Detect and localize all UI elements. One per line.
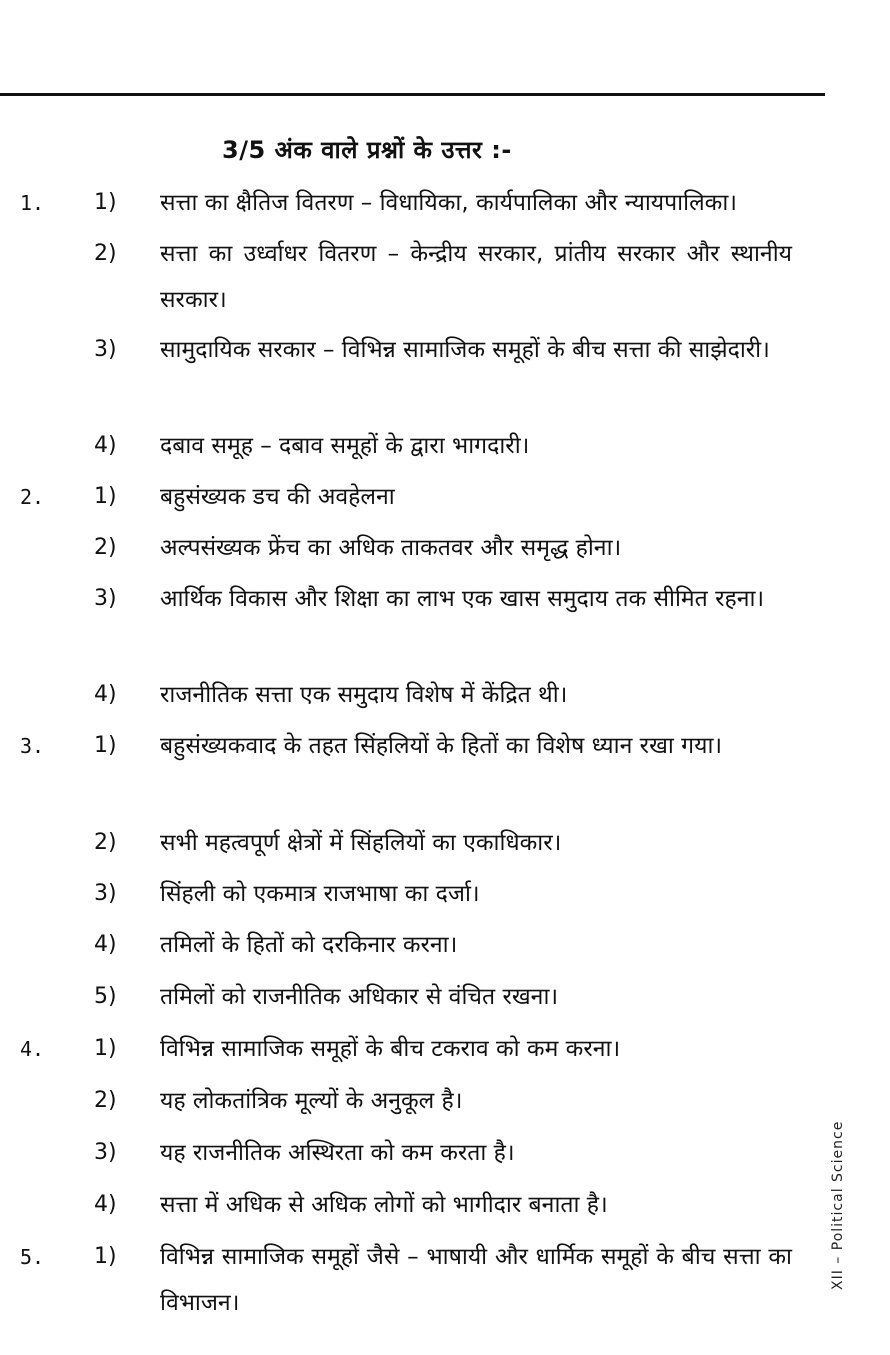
item-number: 1): [94, 1244, 117, 1269]
question-number: 1.: [20, 191, 45, 215]
item-text: यह राजनीतिक अस्थिरता को कम करता है।: [160, 1140, 515, 1166]
question-number: 4.: [20, 1037, 45, 1061]
item-text: यह लोकतांत्रिक मूल्यों के अनुकूल है।: [160, 1088, 463, 1114]
item-text: सत्ता का उर्ध्वाधर वितरण – केन्द्रीय सरकार, प्रांतीय सरकार और स्थानीय सरकार।: [160, 241, 792, 313]
item-text: तमिलों के हितों को दरकिनार करना।: [160, 932, 458, 958]
item-text: बहुसंख्यकवाद के तहत सिंहलियों के हितों का विशेष ध्यान रखा गया।: [160, 733, 723, 759]
item-number: 5): [94, 984, 117, 1009]
page-margin-note: XII – Political Science: [830, 1120, 846, 1290]
item-number: 4): [94, 433, 117, 458]
item-text: अल्पसंख्यक फ्रेंच का अधिक ताकतवर और समृद्ध होना।: [160, 535, 622, 561]
item-number: 2): [94, 830, 117, 855]
question-number: 3.: [20, 734, 45, 758]
item-text: सभी महत्वपूर्ण क्षेत्रों में सिंहलियों का एकाधिकार।: [160, 830, 562, 856]
item-text: आर्थिक विकास और शिक्षा का लाभ एक खास समुदाय तक सीमित रहना।: [160, 586, 765, 612]
item-number: 3): [94, 881, 117, 906]
question-number: 5.: [20, 1245, 45, 1269]
item-number: 3): [94, 586, 117, 611]
item-text: बहुसंख्यक डच की अवहेलना: [160, 484, 395, 510]
item-text: राजनीतिक सत्ता एक समुदाय विशेष में केंद्रित थी।: [160, 682, 568, 708]
item-number: 4): [94, 682, 117, 707]
item-number: 2): [94, 1088, 117, 1113]
page-title: 3/5 अंक वाले प्रश्नों के उत्तर :-: [222, 136, 512, 164]
top-divider: [0, 93, 825, 96]
item-text: सिंहली को एकमात्र राजभाषा का दर्जा।: [160, 881, 480, 907]
item-number: 4): [94, 1192, 117, 1217]
item-text: विभिन्न सामाजिक समूहों के बीच टकराव को कम करना।: [160, 1036, 621, 1062]
item-number: 1): [94, 1036, 117, 1061]
item-number: 2): [94, 241, 117, 266]
item-number: 3): [94, 337, 117, 362]
item-text: विभिन्न सामाजिक समूहों जैसे – भाषायी और धार्मिक समूहों के बीच सत्ता का विभाजन।: [160, 1244, 792, 1316]
item-number: 1): [94, 190, 117, 215]
item-text: दबाव समूह – दबाव समूहों के द्वारा भागदारी।: [160, 433, 530, 459]
item-text: सत्ता का क्षैतिज वितरण – विधायिका, कार्यपालिका और न्यायपालिका।: [160, 190, 738, 216]
item-number: 1): [94, 733, 117, 758]
item-number: 1): [94, 484, 117, 509]
item-text: सत्ता में अधिक से अधिक लोगों को भागीदार बनाता है।: [160, 1192, 608, 1218]
item-number: 4): [94, 932, 117, 957]
item-text: तमिलों को राजनीतिक अधिकार से वंचित रखना।: [160, 984, 559, 1010]
item-number: 3): [94, 1140, 117, 1165]
item-number: 2): [94, 535, 117, 560]
question-number: 2.: [20, 485, 45, 509]
item-text: सामुदायिक सरकार – विभिन्न सामाजिक समूहों के बीच सत्ता की साझेदारी।: [160, 337, 770, 363]
